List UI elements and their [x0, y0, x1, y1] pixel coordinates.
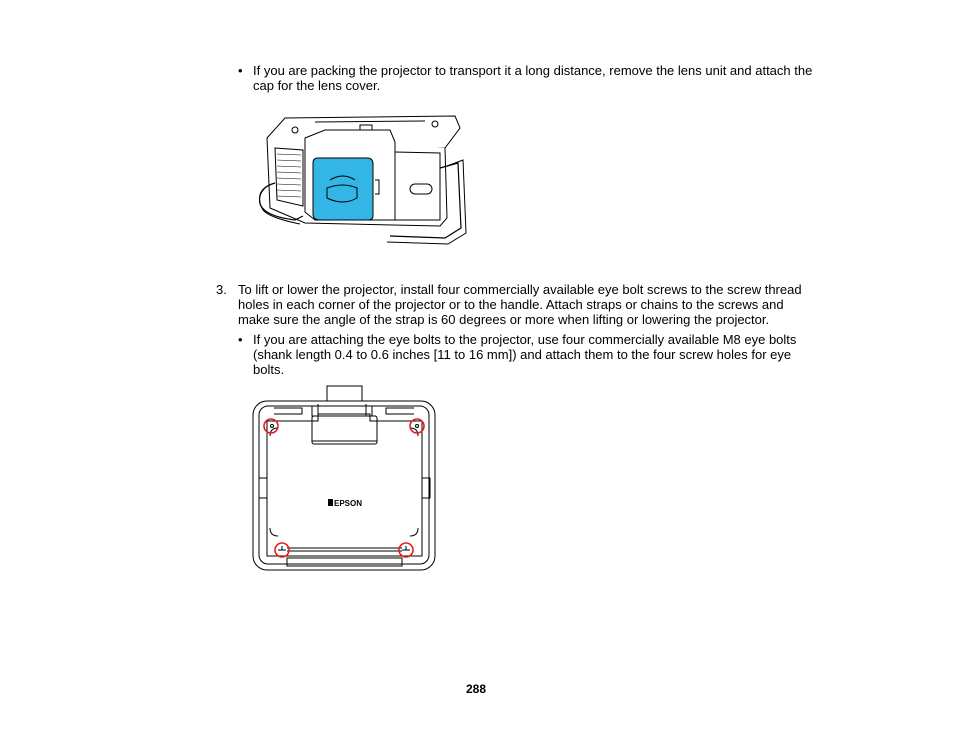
text-line: If you are packing the projector to transport it a long distance, remove the lens unit and attach the: [253, 63, 813, 78]
bullet-paragraph-eye-bolts: [253, 332, 796, 377]
text-line: cap for the lens cover.: [253, 78, 381, 93]
epson-logo-text: EPSON: [334, 499, 363, 508]
text-line: bolts.: [253, 362, 285, 377]
bullet-paragraph-lens-transport: [253, 63, 812, 93]
text-line: To lift or lower the projector, install four commercially available eye bolt screws to the screw thread: [238, 282, 802, 297]
bullet-marker: •: [238, 332, 243, 347]
text-line: If you are attaching the eye bolts to the projector, use four commercially available M8 eye bolts: [253, 332, 797, 347]
bullet-marker: •: [238, 63, 243, 78]
text-line: holes in each corner of the projector or to the handle. Attach straps or chains to the screws and: [238, 297, 784, 312]
projector-bottom-eyebolt-illustration: [252, 386, 437, 572]
page-number: 288: [466, 682, 487, 696]
text-line: make sure the angle of the strap is 60 degrees or more when lifting or lowering the projector.: [238, 312, 770, 327]
step-number: 3.: [216, 282, 227, 297]
step-3-paragraph: [238, 282, 802, 327]
lens-cover-cap: [313, 158, 373, 220]
text-line: (shank length 0.4 to 0.6 inches [11 to 16 mm]) and attach them to the four screw holes for eye: [253, 347, 792, 362]
projector-lens-cap-illustration: [255, 108, 470, 253]
